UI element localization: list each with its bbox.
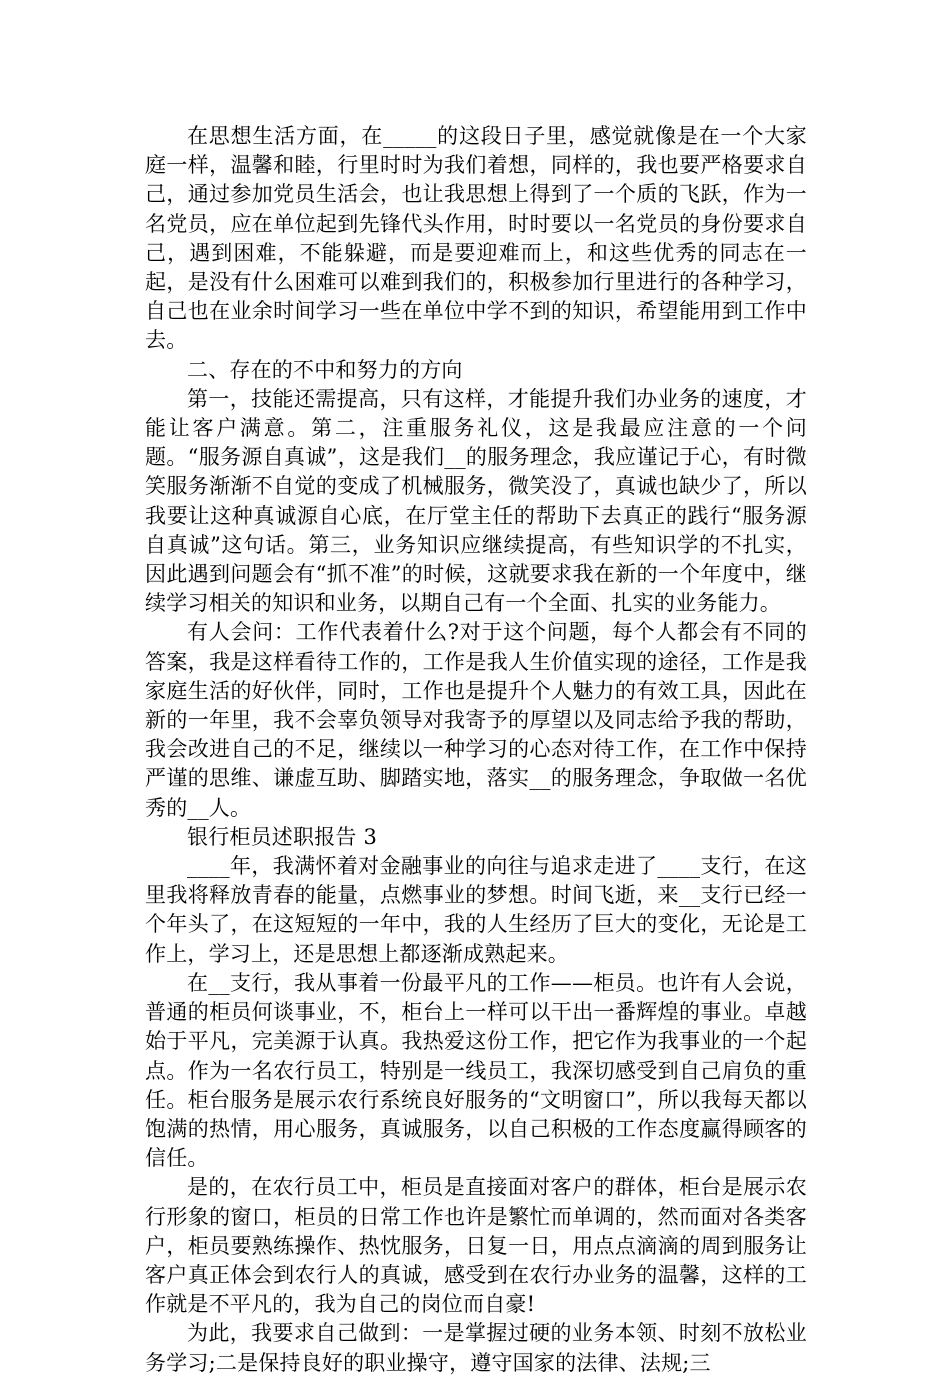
paragraph-skills-improvement: 第一，技能还需提高，只有这样，才能提升我们办业务的速度，才能让客户满意。第二，注重服务礼仪，这是我最应注意的一个问题。“服务源自真诚”，这是我们__的服务理念，我应谨记于心，有时微笑服务渐渐不自觉的变成了机械服务，微笑没了，真诚也缺少了，所以我要让这种真诚源自心底，在厅堂主任的帮助下去真正的践行“服务源自真诚”这句话。第三，业务知识应继续提高，有些知识学的不扎实，因此遇到问题会有“抓不准”的时候，这就要求我在新的一个年度中，继续学习相关的知识和业务，以期自己有一个全面、扎实的业务能力。 — [145, 386, 807, 616]
paragraph-self-requirements: 为此，我要求自己做到：一是掌握过硬的业务本领、时刻不放松业务学习;二是保持良好的职业操守，遵守国家的法律、法规;三 — [145, 1321, 807, 1375]
paragraph-work-meaning: 有人会问：工作代表着什么?对于这个问题，每个人都会有不同的答案，我是这样看待工作的，工作是我人生价值实现的途径，工作是我家庭生活的好伙伴，同时，工作也是提升个人魅力的有效工具，因此在新的一年里，我不会辜负领导对我寄予的厚望以及同志给予我的帮助，我会改进自己的不足，继续以一种学习的心态对待工作，在工作中保持严谨的思维、谦虚互助、脚踏实地，落实__的服务理念，争取做一名优秀的__人。 — [145, 620, 807, 820]
document-body — [145, 122, 807, 1378]
paragraph-teller-role: 是的，在农行员工中，柜员是直接面对客户的群体，柜台是展示农行形象的窗口，柜员的日常工作也许是繁忙而单调的，然而面对各类客户，柜员要熟练操作、热忱服务，日复一日，用点点滴滴的周到服务让客户真正体会到农行人的真诚，感受到在农行办业务的温馨，这样的工作就是不平凡的，我为自己的岗位而自豪! — [145, 1175, 807, 1317]
section-heading-shortcomings: 二、存在的不中和努力的方向 — [187, 357, 463, 382]
paragraph-teller-work: 在__支行，我从事着一份最平凡的工作——柜员。也许有人会说，普通的柜员何谈事业，不，柜台上一样可以干出一番辉煌的事业。卓越始于平凡，完美源于认真。我热爱这份工作，把它作为我事业的一个起点。作为一名农行员工，特别是一线员工，我深切感受到自己肩负的重任。柜台服务是展示农行系统良好服务的“文明窗口”，所以我每天都以饱满的热情，用心服务，真诚服务，以自己积极的工作态度赢得顾客的信任。 — [145, 970, 807, 1171]
paragraph-joining-branch: ____年，我满怀着对金融事业的向往与追求走进了____支行，在这里我将释放青春的能量，点燃事业的梦想。时间飞逝，来__支行已经一个年头了，在这短短的一年中，我的人生经历了巨大的变化，无论是工作上，学习上，还是思想上都逐渐成熟起来。 — [145, 854, 807, 966]
paragraph-thought-life: 在思想生活方面，在_____的这段日子里，感觉就像是在一个大家庭一样，温馨和睦，行里时时为我们着想，同样的，我也要严格要求自己，通过参加党员生活会，也让我思想上得到了一个质的飞跃，作为一名党员，应在单位起到先锋代头作用，时时要以一名党员的身份要求自己，遇到困难，不能躲避，而是要迎难而上，和这些优秀的同志在一起，是没有什么困难可以难到我们的，积极参加行里进行的各种学习，自己也在业余时间学习一些在单位中学不到的知识，希望能用到工作中去。 — [145, 124, 807, 353]
report-title: 银行柜员述职报告 3 — [187, 824, 378, 849]
